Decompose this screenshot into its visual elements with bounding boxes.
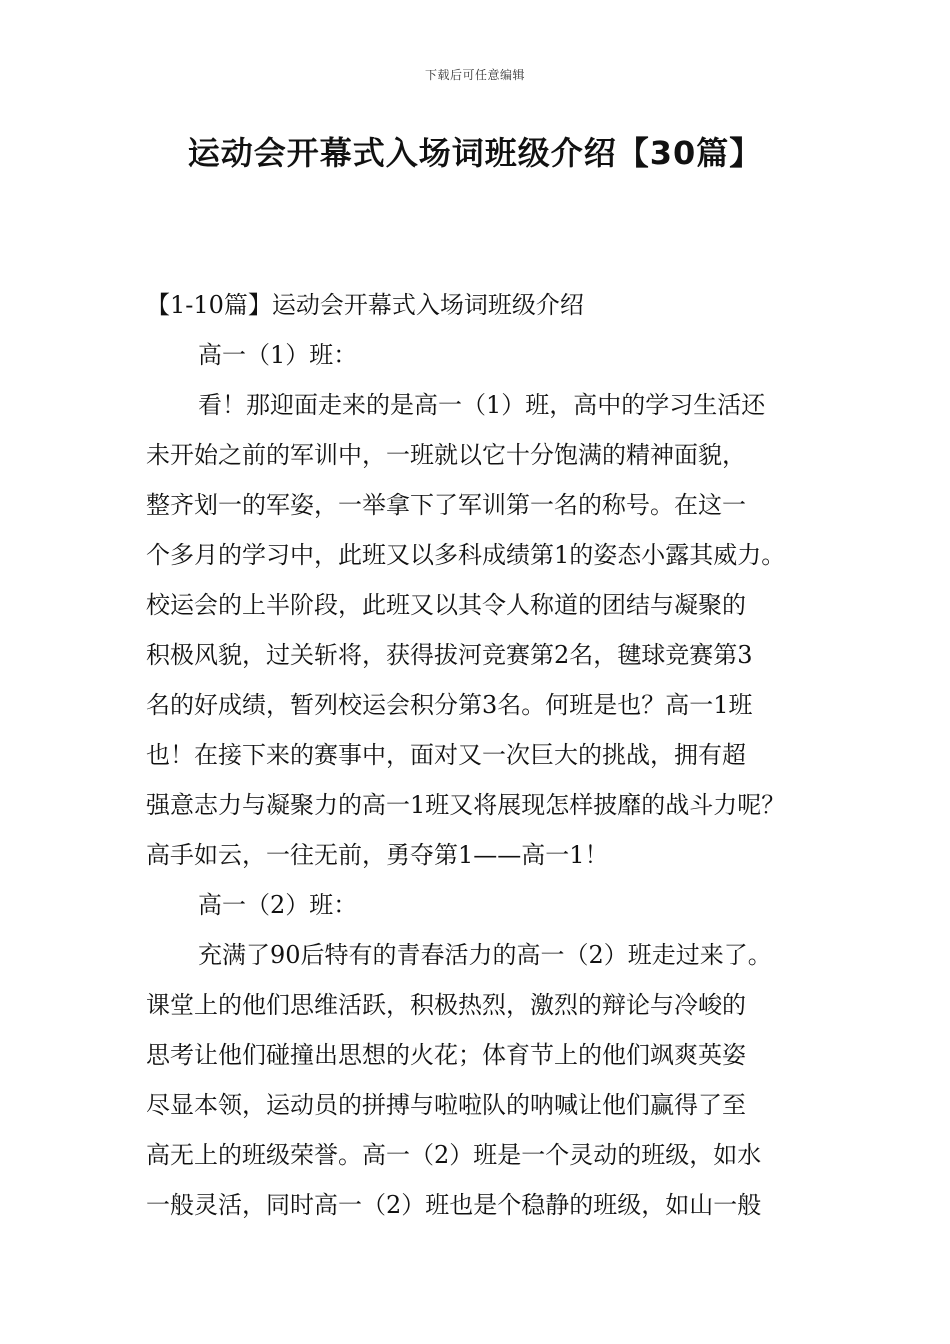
header-note: 下载后可任意编辑 (424, 68, 525, 82)
text-line: 充满了90后特有的青春活力的高一（2）班走过来了。 (198, 941, 772, 969)
text-line: 未开始之前的军训中，一班就以它十分饱满的精神面貌， (146, 441, 746, 469)
body-text (146, 280, 836, 1230)
text-line: 整齐划一的军姿，一举拿下了军训第一名的称号。在这一 (146, 491, 746, 519)
text-line: 看！那迎面走来的是高一（1）班，高中的学习生活还 (198, 391, 766, 419)
document-title: 运动会开幕式入场词班级介绍【30篇】 (187, 134, 763, 172)
text-line: 个多月的学习中，此班又以多科成绩第1的姿态小露其威力。 (146, 541, 786, 569)
text-line: 一般灵活，同时高一（2）班也是个稳静的班级，如山一般 (146, 1191, 762, 1219)
text-line: 高无上的班级荣誉。高一（2）班是一个灵动的班级，如水 (146, 1141, 762, 1169)
text-line: 名的好成绩，暂列校运会积分第3名。何班是也？高一1班 (146, 691, 753, 719)
text-line: 【1-10篇】运动会开幕式入场词班级介绍 (146, 291, 584, 319)
text-line: 校运会的上半阶段，此班又以其令人称道的团结与凝聚的 (146, 591, 746, 619)
text-line: 课堂上的他们思维活跃，积极热烈，激烈的辩论与冷峻的 (146, 991, 746, 1019)
text-line: 也！在接下来的赛事中，面对又一次巨大的挑战，拥有超 (146, 741, 746, 769)
text-line: 高一（1）班： (198, 341, 358, 369)
text-line: 高一（2）班： (198, 891, 358, 919)
text-line: 高手如云，一往无前，勇夺第1——高一1！ (146, 841, 609, 869)
text-line: 强意志力与凝聚力的高一1班又将展现怎样披靡的战斗力呢？ (146, 791, 786, 819)
text-line: 尽显本领，运动员的拼搏与啦啦队的呐喊让他们赢得了至 (146, 1091, 746, 1119)
text-line: 思考让他们碰撞出思想的火花；体育节上的他们飒爽英姿 (146, 1041, 746, 1069)
text-line: 积极风貌，过关斩将，获得拔河竞赛第2名，毽球竞赛第3 (146, 641, 753, 669)
